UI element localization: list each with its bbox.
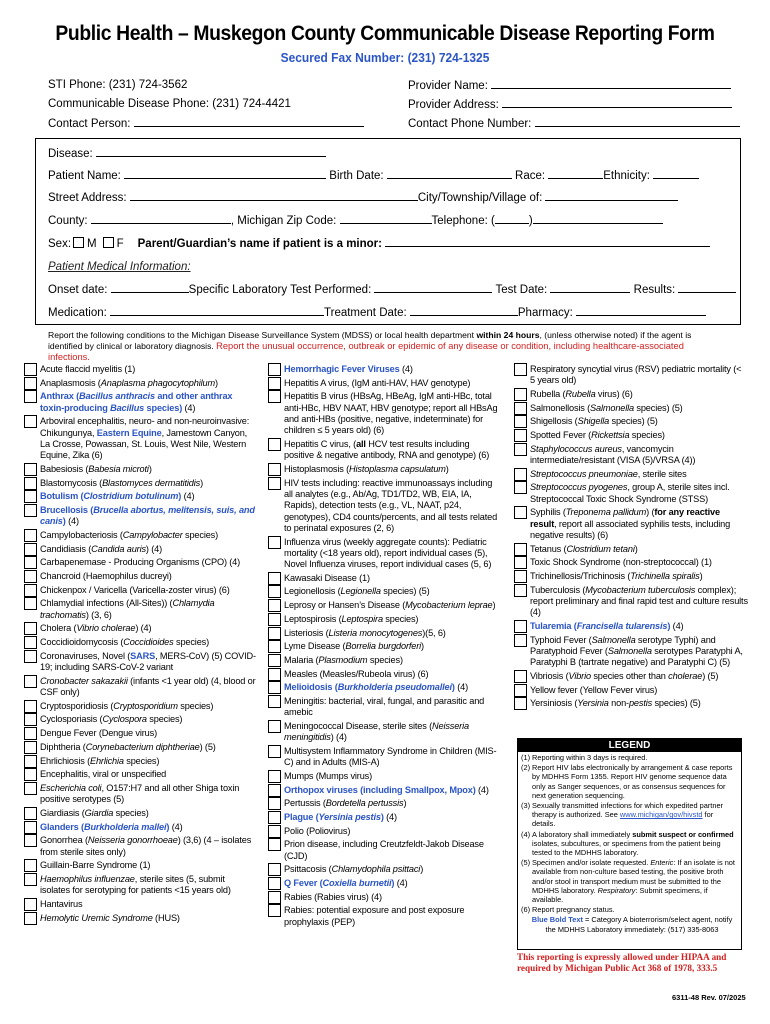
legend-blue-label: Blue Bold Text [531, 915, 583, 925]
results-label: Results: [633, 284, 676, 296]
legend-item-number: (3) [521, 801, 531, 811]
condition-column-2 [268, 364, 500, 930]
disease-label: Disease: [48, 148, 93, 160]
cd-phone: Communicable Disease Phone: (231) 724-4421 [48, 98, 291, 110]
ethnicity-label: Ethnicity: [603, 170, 650, 182]
patient-name-label: Patient Name: [48, 170, 121, 182]
race-label: Race: [515, 170, 546, 182]
condition-checkbox-item[interactable]: Multisystem Inflammatory Syndrome in Children (MIS-C) and in Adults (MIS-A) [268, 746, 500, 769]
condition-checkbox-item[interactable]: Streptococcus pyogenes, group A, sterile sites incl. Streptococcal Toxic Shock Syndrome (STSS) [514, 482, 748, 505]
condition-checkbox-item[interactable]: Meningitis: bacterial, viral, fungal, and parasitic and amebic [268, 696, 500, 719]
condition-checkbox-item[interactable]: Rabies: potential exposure and post exposure prophylaxis (PEP) [268, 905, 500, 928]
pharmacy-label: Pharmacy: [517, 307, 573, 319]
condition-checkbox-item[interactable]: Cryptosporidiosis (Cryptosporidium species) [24, 701, 256, 712]
legend-box [517, 738, 742, 950]
street-label: Street Address: [48, 192, 127, 204]
legend-item-text: Report HIV labs electronically by arrangement & case reports by MDHHS Form 1355. Report HIV genome sequence data only as Sanger sequences, or as consensus sequences for next generation sequencing. [532, 763, 733, 800]
reporting-instructions [48, 330, 728, 363]
condition-checkbox-item[interactable]: Pertussis (Bordetella pertussis) [268, 798, 500, 809]
county-field[interactable] [91, 213, 231, 224]
instructions-text-2: , (unless otherwise noted) if the agent is identified by clinical or laboratory diagnosis. [48, 330, 692, 351]
condition-checkbox-item[interactable]: Cholera (Vibrio cholerae) (4) [24, 623, 256, 634]
legend-items [518, 752, 741, 914]
patient-name-row [48, 168, 699, 183]
condition-checkbox-item[interactable]: Staphylococcus aureus, vancomycin intermediate/resistant (VISA (5)/VRSA (4)) [514, 444, 748, 467]
legend-item-number: (2) [521, 763, 531, 773]
sex-m-checkbox[interactable] [73, 237, 84, 248]
condition-checkbox-item[interactable]: Diphtheria (Corynebacterium diphtheriae) (5) [24, 742, 256, 753]
guardian-label: Parent/Guardian’s name if patient is a minor: [137, 238, 382, 250]
sex-label: Sex: [48, 238, 72, 250]
legend-item-number: (6) [521, 905, 531, 915]
condition-checkbox-item[interactable]: Streptococcus pneumoniae, sterile sites [514, 469, 748, 480]
form-title: Public Health – Muskegon County Communicable Disease Reporting Form [55, 22, 715, 45]
instructions-text-1: Report the following conditions to the Michigan Disease Surveillance System (MDSS) or local health department [48, 330, 477, 340]
city-field[interactable] [545, 190, 678, 201]
condition-checkbox-item[interactable]: Cronobacter sakazakii (infants <1 year old) (4, blood or CSF only) [24, 676, 256, 699]
patient-medical-info-heading: Patient Medical Information: [48, 261, 191, 273]
condition-checkbox-item[interactable]: HIV tests including: reactive immunoassays including all analytes (e.g., Ab/Ag, TD1/TD2, WB, EIA, IA, Rapids), detection tests (e.g., VL, NAAT, p24, genotypes), CD4 counts/percents, and all tests related to perinatal exposures (2, 6) [268, 478, 500, 534]
condition-checkbox-item[interactable]: Anthrax (Bacillus anthracis and other anthrax toxin-producing Bacillus species) (4) [24, 391, 256, 414]
condition-checkbox-item[interactable]: Hemorrhagic Fever Viruses (4) [268, 364, 500, 375]
condition-checkbox-item[interactable]: Brucellosis (Brucella abortus, melitensis, suis, and canis) (4) [24, 505, 256, 528]
sex-f-label: F [116, 238, 124, 250]
legend-item-text: Reporting within 3 days is required. [532, 753, 648, 762]
zip-label: , Michigan Zip Code: [230, 215, 337, 227]
legend-item-text: Report pregnancy status. [532, 905, 615, 915]
condition-checkbox-item[interactable]: Toxic Shock Syndrome (non-streptococcal) (1) [514, 557, 748, 568]
legend-blue-text: = Category A bioterrorism/select agent, notify the MDHHS Laboratory immediately: (517) 335-8063 [545, 915, 733, 934]
onset-row [48, 282, 736, 297]
legend-item [518, 752, 741, 762]
provider-name-label: Provider Name: [408, 80, 488, 92]
condition-checkbox-item[interactable]: Anaplasmosis (Anaplasma phagocytophilum) [24, 378, 256, 389]
disease-field[interactable] [96, 146, 326, 157]
condition-checkbox-item[interactable]: Lyme Disease (Borrelia burgdorferi) [268, 641, 500, 652]
condition-checkbox-item[interactable]: Babesiosis (Babesia microti) [24, 464, 256, 475]
treatment-date-label: Treatment Date: [324, 307, 407, 319]
medication-label: Medication: [48, 307, 107, 319]
condition-checkbox-item[interactable]: Malaria (Plasmodium species) [268, 655, 500, 666]
condition-checkbox-item[interactable]: Psittacosis (Chlamydophila psittaci) [268, 864, 500, 875]
condition-checkbox-item[interactable]: Hantavirus [24, 899, 256, 910]
medication-row [48, 305, 706, 320]
legend-item-number: (5) [521, 858, 531, 868]
contact-person-label: Contact Person: [48, 118, 131, 130]
results-field[interactable] [678, 282, 736, 293]
instructions-red: Report the unusual occurrence, outbreak or epidemic of any disease or condition, including healthcare-associated infections. [48, 341, 684, 362]
condition-column-3 [514, 364, 748, 712]
contact-phone-field[interactable] [535, 116, 740, 127]
condition-checkbox-item[interactable]: Yellow fever (Yellow Fever virus) [514, 685, 748, 696]
legend-item-text: Sexually transmitted infections for which expedited partner therapy is authorized. See www.michigan/gov/hivstd for details. [532, 801, 724, 829]
fax-number: Secured Fax Number: (231) 724-1325 [280, 50, 490, 65]
condition-checkbox-item[interactable]: Escherichia coli, O157:H7 and all other Shiga toxin positive serotypes (5) [24, 783, 256, 806]
condition-checkbox-item[interactable]: Tularemia (Francisella tularensis) (4) [514, 621, 748, 632]
contact-person-field[interactable] [134, 116, 364, 127]
test-date-label: Test Date: [495, 284, 548, 296]
legend-item [518, 829, 741, 858]
telephone-field[interactable] [533, 213, 663, 224]
condition-checkbox-item[interactable]: Hepatitis A virus, (IgM anti-HAV, HAV genotype) [268, 378, 500, 389]
condition-checkbox-item[interactable]: Encephalitis, viral or unspecified [24, 769, 256, 780]
street-row [48, 190, 678, 205]
condition-checkbox-item[interactable]: Dengue Fever (Dengue virus) [24, 728, 256, 739]
condition-checkbox-item[interactable]: Blastomycosis (Blastomyces dermatitidis) [24, 478, 256, 489]
telephone-label: Telephone: ( [431, 215, 495, 227]
condition-checkbox-item[interactable]: Tetanus (Clostridium tetani) [514, 544, 748, 555]
condition-checkbox-item[interactable]: Typhoid Fever (Salmonella serotype Typhi) and Paratyphoid Fever (Salmonella serotypes Paratyphi A, Paratyphi B (tartrate negative) and Paratyphi C) (5) [514, 635, 748, 669]
race-field[interactable] [548, 168, 603, 179]
condition-checkbox-item[interactable]: Plague (Yersinia pestis) (4) [268, 812, 500, 823]
condition-checkbox-item[interactable]: Shigellosis (Shigella species) (5) [514, 416, 748, 427]
sex-m-label: M [87, 238, 97, 250]
condition-checkbox-item[interactable]: Vibriosis (Vibrio species other than cholerae) (5) [514, 671, 748, 682]
contact-phone-row [408, 116, 740, 131]
condition-checkbox-item[interactable]: Arboviral encephalitis, neuro- and non-neuroinvasive: Chikungunya, Eastern Equine, Jamestown Canyon, La Crosse, Powassan, St. Louis, West Nile, Western Equine, Zika (6) [24, 416, 256, 461]
test-date-field[interactable] [550, 282, 630, 293]
street-field[interactable] [130, 190, 418, 201]
condition-checkbox-item[interactable]: Ehrlichiosis (Ehrlichia species) [24, 756, 256, 767]
birth-date-field[interactable] [387, 168, 512, 179]
hipaa-notice: This reporting is expressly allowed under HIPAA and required by Michigan Public Act 368 of 1978, 333.5 [517, 952, 727, 973]
condition-checkbox-item[interactable]: Listeriosis (Listeria monocytogenes)(5, 6) [268, 628, 500, 639]
condition-checkbox-item[interactable]: Orthopox viruses (including Smallpox, Mpox) (4) [268, 785, 500, 796]
onset-field[interactable] [111, 282, 189, 293]
sti-phone: STI Phone: (231) 724-3562 [48, 79, 188, 91]
legend-blue-note [518, 914, 741, 933]
condition-checkbox-item[interactable]: Hemolytic Uremic Syndrome (HUS) [24, 913, 256, 924]
birth-date-label: Birth Date: [329, 170, 384, 182]
provider-name-row [408, 78, 731, 93]
legend-item-number: (4) [521, 829, 531, 839]
provider-address-row [408, 97, 732, 112]
condition-checkbox-item[interactable]: Spotted Fever (Rickettsia species) [514, 430, 748, 441]
condition-checkbox-item[interactable]: Coronaviruses, Novel (SARS, MERS-CoV) (5) COVID-19; including SARS-CoV-2 variant [24, 651, 256, 674]
condition-checkbox-item[interactable]: Salmonellosis (Salmonella species) (5) [514, 403, 748, 414]
condition-checkbox-item[interactable]: Botulism (Clostridium botulinum) (4) [24, 491, 256, 502]
county-label: County: [48, 215, 88, 227]
condition-checkbox-item[interactable]: Influenza virus (weekly aggregate counts): Pediatric mortality (<18 years old), report individual cases (5), Novel Influenza viruses, report individual cases (5, 6) [268, 537, 500, 571]
legend-item [518, 857, 741, 904]
condition-checkbox-item[interactable]: Yersiniosis (Yersinia non-pestis species) (5) [514, 698, 748, 709]
condition-checkbox-item[interactable]: Meningococcal Disease, sterile sites (Neisseria meningitidis) (4) [268, 721, 500, 744]
lab-test-label: Specific Laboratory Test Performed: [188, 284, 372, 296]
provider-name-field[interactable] [491, 78, 731, 89]
condition-checkbox-item[interactable]: Candidiasis (Candida auris) (4) [24, 544, 256, 555]
condition-checkbox-item[interactable]: Glanders (Burkholderia mallei) (4) [24, 822, 256, 833]
condition-checkbox-item[interactable]: Leptospirosis (Leptospira species) [268, 614, 500, 625]
condition-checkbox-item[interactable]: Kawasaki Disease (1) [268, 573, 500, 584]
condition-checkbox-item[interactable]: Coccidioidomycosis (Coccidioides species) [24, 637, 256, 648]
telephone-close: ) [528, 215, 533, 227]
legend-item-number: (1) [521, 753, 531, 762]
condition-checkbox-item[interactable]: Acute flaccid myelitis (1) [24, 364, 256, 375]
condition-checkbox-item[interactable]: Giardiasis (Giardia species) [24, 808, 256, 819]
lab-test-field[interactable] [374, 282, 492, 293]
condition-checkbox-item[interactable]: Mumps (Mumps virus) [268, 771, 500, 782]
ethnicity-field[interactable] [653, 168, 699, 179]
condition-checkbox-item[interactable]: Leprosy or Hansen’s Disease (Mycobacterium leprae) [268, 600, 500, 611]
patient-name-field[interactable] [124, 168, 326, 179]
condition-checkbox-item[interactable]: Guillain-Barre Syndrome (1) [24, 860, 256, 871]
county-row [48, 213, 663, 228]
legend-item-text: Specimen and/or isolate requested. Enteric: If an isolate is not available from non-culture based testing, the positive broth and/or stool in transport medium must be submitted to the MDHHS laboratory. Respiratory: Submit specimens, if available. [532, 858, 735, 905]
condition-checkbox-item[interactable]: Carbapenemase - Producing Organisms (CPO) (4) [24, 557, 256, 568]
condition-column-1 [24, 364, 256, 926]
condition-checkbox-item[interactable]: Chancroid (Haemophilus ducreyi) [24, 571, 256, 582]
condition-checkbox-item[interactable]: Rabies (Rabies virus) (4) [268, 892, 500, 903]
legend-title: LEGEND [518, 739, 741, 752]
zip-field[interactable] [340, 213, 432, 224]
condition-checkbox-item[interactable]: Melioidosis (Burkholderia pseudomallei) (4) [268, 682, 500, 693]
condition-checkbox-item[interactable]: Tuberculosis (Mycobacterium tuberculosis complex); report preliminary and final rapid test and culture results (4) [514, 585, 748, 619]
condition-checkbox-item[interactable]: Chickenpox / Varicella (Varicella-zoster virus) (6) [24, 585, 256, 596]
sex-row [48, 236, 710, 251]
condition-checkbox-item[interactable]: Campylobacteriosis (Campylobacter species) [24, 530, 256, 541]
area-code-field[interactable] [495, 213, 529, 224]
condition-checkbox-item[interactable]: Hepatitis B virus (HBsAg, HBeAg, IgM anti-HBc, total anti-HBc, HBV NAAT, HBV genotype; report all HBsAg and anti-HBs (positive, negative, indeterminate) for children ≤ 5 years old) (6) [268, 391, 500, 436]
instructions-bold: within 24 hours [476, 330, 540, 340]
condition-checkbox-item[interactable]: Chlamydial infections (All-Sites)) (Chlamydia trachomatis) (3, 6) [24, 598, 256, 621]
provider-address-label: Provider Address: [408, 99, 499, 111]
condition-checkbox-item[interactable]: Trichinellosis/Trichinosis (Trichinella spiralis) [514, 571, 748, 582]
guardian-field[interactable] [385, 236, 710, 247]
disease-row [48, 146, 326, 161]
condition-checkbox-item[interactable]: Legionellosis (Legionella species) (5) [268, 586, 500, 597]
legend-item-text: A laboratory shall immediately submit suspect or confirmed isolates, subcultures, or specimens from the patient being tested to the MDHHS laboratory. [532, 829, 734, 858]
legend-item [518, 904, 741, 914]
legend-item [518, 800, 741, 829]
sex-f-checkbox[interactable] [103, 237, 114, 248]
revision-number: 6311-48 Rev. 07/2025 [672, 993, 746, 1002]
condition-checkbox-item[interactable]: Measles (Measles/Rubeola virus) (6) [268, 669, 500, 680]
contact-phone-label: Contact Phone Number: [408, 118, 532, 130]
city-label: City/Township/Village of: [417, 192, 543, 204]
legend-item [518, 762, 741, 800]
treatment-date-field[interactable] [410, 305, 518, 316]
condition-checkbox-item[interactable]: Rubella (Rubella virus) (6) [514, 389, 748, 400]
medication-field[interactable] [110, 305, 324, 316]
condition-checkbox-item[interactable]: Respiratory syncytial virus (RSV) pediatric mortality (< 5 years old) [514, 364, 748, 387]
provider-address-field[interactable] [502, 97, 732, 108]
condition-checkbox-item[interactable]: Q Fever (Coxiella burnetii) (4) [268, 878, 500, 889]
condition-checkbox-item[interactable]: Gonorrhea (Neisseria gonorrhoeae) (3,6) (4 – isolates from sterile sites only) [24, 835, 256, 858]
contact-person-row [48, 116, 364, 131]
pharmacy-field[interactable] [576, 305, 706, 316]
condition-checkbox-item[interactable]: Histoplasmosis (Histoplasma capsulatum) [268, 464, 500, 475]
condition-checkbox-item[interactable]: Hepatitis C virus, (all HCV test results including positive & negative antibody, RNA and genotype) (6) [268, 439, 500, 462]
condition-checkbox-item[interactable]: Polio (Poliovirus) [268, 826, 500, 837]
condition-checkbox-item[interactable]: Syphilis (Treponema pallidum) (for any reactive result, report all associated syphilis tests, including negative results) (6) [514, 507, 748, 541]
condition-checkbox-item[interactable]: Cyclosporiasis (Cyclospora species) [24, 714, 256, 725]
condition-checkbox-item[interactable]: Prion disease, including Creutzfeldt-Jakob Disease (CJD) [268, 839, 500, 862]
onset-label: Onset date: [48, 284, 108, 296]
condition-checkbox-item[interactable]: Haemophilus influenzae, sterile sites (5, submit isolates for serotyping for patients <15 years old) [24, 874, 256, 897]
